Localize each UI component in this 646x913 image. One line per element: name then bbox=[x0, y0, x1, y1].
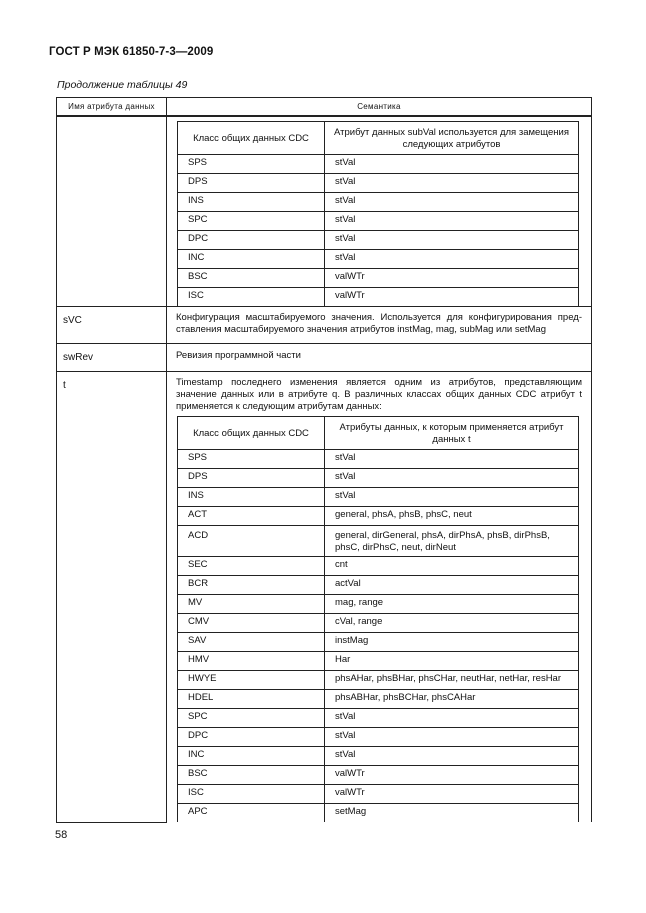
subval-header-row bbox=[178, 122, 579, 155]
table-row bbox=[178, 507, 579, 526]
cdc-cell: DPC bbox=[178, 728, 325, 747]
cdc-cell: INS bbox=[178, 193, 325, 212]
table-row bbox=[178, 785, 579, 804]
table-row-t bbox=[57, 372, 592, 823]
cdc-cell: DPS bbox=[178, 174, 325, 193]
table-row bbox=[178, 174, 579, 193]
cdc-cell: ISC bbox=[178, 785, 325, 804]
cdc-cell: HWYE bbox=[178, 671, 325, 690]
table-row bbox=[178, 766, 579, 785]
attr-cell: valWTr bbox=[325, 766, 579, 785]
attr-cell: stVal bbox=[325, 174, 579, 193]
table-row bbox=[178, 747, 579, 766]
attr-cell: cnt bbox=[325, 557, 579, 576]
attribute-name-svc: sVC bbox=[57, 307, 167, 344]
subval-cdc-table bbox=[177, 121, 579, 306]
table-row bbox=[178, 614, 579, 633]
attr-cell: stVal bbox=[325, 450, 579, 469]
attr-cell: valWTr bbox=[325, 288, 579, 307]
table-row bbox=[178, 595, 579, 614]
t-cdc-table bbox=[177, 416, 579, 822]
attr-cell: setMag bbox=[325, 804, 579, 823]
attr-cell: general, phsA, phsB, phsC, neut bbox=[325, 507, 579, 526]
cdc-cell: DPS bbox=[178, 469, 325, 488]
table-row bbox=[178, 671, 579, 690]
t-header-row bbox=[178, 417, 579, 450]
attr-cell: cVal, range bbox=[325, 614, 579, 633]
cdc-cell: ACT bbox=[178, 507, 325, 526]
subval-header-attribute: Атрибут данных subVal используется для замещения следующих атрибутов bbox=[325, 122, 579, 155]
semantics-t-text: Timestamp последнего изменения является одним из атрибутов, представляющим значение данных или в атрибуте q. В различных классах общих данных CDC атрибут t применяется к следующим атрибутам данных: bbox=[176, 377, 582, 412]
attribute-table bbox=[56, 97, 592, 823]
cdc-cell: INC bbox=[178, 250, 325, 269]
table-row bbox=[178, 728, 579, 747]
t-header-attribute: Атрибуты данных, к которым применяется атрибут данных t bbox=[325, 417, 579, 450]
semantics-svc: Конфигурация масштабируемого значения. Используется для конфигурирования пред-ставления масштабируемого значения атрибутов instMag, mag, subMag или setMag bbox=[167, 307, 592, 344]
attr-cell: stVal bbox=[325, 469, 579, 488]
cdc-cell: BSC bbox=[178, 766, 325, 785]
cdc-cell: HDEL bbox=[178, 690, 325, 709]
attr-cell: general, dirGeneral, phsA, dirPhsA, phsB, dirPhsB, phsC, dirPhsC, neut, dirNeut bbox=[325, 526, 579, 557]
table-row bbox=[178, 250, 579, 269]
table-row bbox=[178, 488, 579, 507]
table-row-svc bbox=[57, 307, 592, 344]
cdc-cell: SAV bbox=[178, 633, 325, 652]
cdc-cell: SPS bbox=[178, 155, 325, 174]
cdc-cell: ACD bbox=[178, 526, 325, 557]
cdc-cell: SPC bbox=[178, 709, 325, 728]
table-row bbox=[178, 576, 579, 595]
attr-cell: stVal bbox=[325, 728, 579, 747]
cdc-cell: BCR bbox=[178, 576, 325, 595]
cdc-cell: INS bbox=[178, 488, 325, 507]
table-row bbox=[178, 633, 579, 652]
attr-cell: mag, range bbox=[325, 595, 579, 614]
attr-cell: stVal bbox=[325, 709, 579, 728]
attr-cell: stVal bbox=[325, 747, 579, 766]
document-title: ГОСТ Р МЭК 61850-7-3—2009 bbox=[49, 46, 214, 58]
column-header-semantics: Семантика bbox=[167, 98, 592, 117]
cdc-cell: BSC bbox=[178, 269, 325, 288]
attr-cell: stVal bbox=[325, 488, 579, 507]
subval-header-cdc: Класс общих данных CDC bbox=[178, 122, 325, 155]
cdc-cell: SEC bbox=[178, 557, 325, 576]
attr-cell: stVal bbox=[325, 212, 579, 231]
table-row bbox=[178, 212, 579, 231]
column-header-attribute: Имя атрибута данных bbox=[57, 98, 167, 117]
table-row bbox=[178, 288, 579, 307]
table-row bbox=[178, 155, 579, 174]
attr-cell: actVal bbox=[325, 576, 579, 595]
semantics-t bbox=[167, 372, 592, 823]
table-row-swrev bbox=[57, 344, 592, 372]
attr-cell: valWTr bbox=[325, 785, 579, 804]
attr-cell: valWTr bbox=[325, 269, 579, 288]
cdc-cell: INC bbox=[178, 747, 325, 766]
page-number: 58 bbox=[55, 829, 68, 841]
attr-cell: stVal bbox=[325, 155, 579, 174]
table-row bbox=[178, 231, 579, 250]
attr-cell: phsABHar, phsBCHar, phsCAHar bbox=[325, 690, 579, 709]
attr-cell: instMag bbox=[325, 633, 579, 652]
table-row bbox=[178, 469, 579, 488]
table-header-row bbox=[57, 98, 592, 117]
table-row bbox=[178, 269, 579, 288]
attr-cell: phsAHar, phsBHar, phsCHar, neutHar, netHar, resHar bbox=[325, 671, 579, 690]
semantics-swrev: Ревизия программной части bbox=[167, 344, 592, 372]
semantics-cell bbox=[167, 116, 592, 307]
t-header-cdc: Класс общих данных CDC bbox=[178, 417, 325, 450]
cdc-cell: HMV bbox=[178, 652, 325, 671]
attribute-name-t: t bbox=[57, 372, 167, 823]
table-row bbox=[178, 557, 579, 576]
cdc-cell: DPC bbox=[178, 231, 325, 250]
table-row bbox=[178, 193, 579, 212]
cdc-cell: ISC bbox=[178, 288, 325, 307]
table-row bbox=[178, 526, 579, 557]
cdc-cell: APC bbox=[178, 804, 325, 823]
cdc-cell: SPS bbox=[178, 450, 325, 469]
cdc-cell: MV bbox=[178, 595, 325, 614]
cdc-cell: SPC bbox=[178, 212, 325, 231]
table-row-subval bbox=[57, 116, 592, 307]
table-row bbox=[178, 804, 579, 823]
table-row bbox=[178, 450, 579, 469]
attr-cell: stVal bbox=[325, 250, 579, 269]
attr-cell: stVal bbox=[325, 231, 579, 250]
table-row bbox=[178, 690, 579, 709]
attribute-name-swrev: swRev bbox=[57, 344, 167, 372]
table-row bbox=[178, 652, 579, 671]
attr-cell: Har bbox=[325, 652, 579, 671]
attr-cell: stVal bbox=[325, 193, 579, 212]
table-continuation-caption: Продолжение таблицы 49 bbox=[57, 79, 188, 91]
table-row bbox=[178, 709, 579, 728]
attribute-name-cell bbox=[57, 116, 167, 307]
cdc-cell: CMV bbox=[178, 614, 325, 633]
